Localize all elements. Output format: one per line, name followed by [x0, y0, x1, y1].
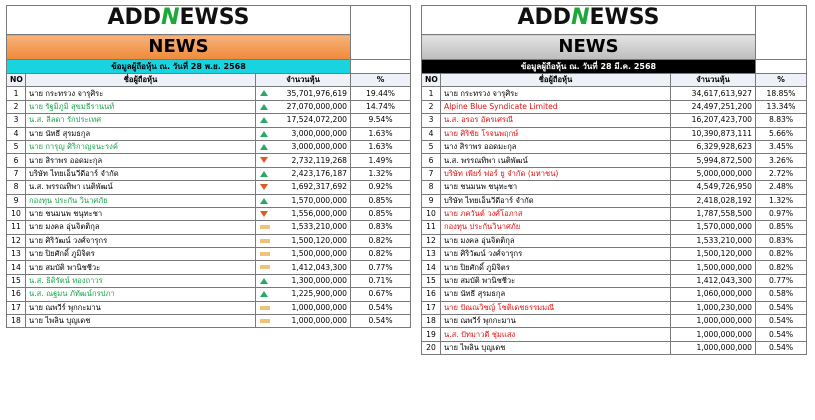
table-row — [422, 341, 807, 354]
shareholder-name: นาง สิราพร ออดมะกุล — [441, 140, 671, 153]
trend-down-icon — [260, 211, 268, 217]
shareholder-name: น.ส. ณฐมน ภัทัฒน์กรปภา — [26, 288, 256, 301]
share-count — [256, 274, 351, 287]
share-count — [256, 181, 351, 194]
share-percent: 2.72% — [756, 167, 807, 180]
table-row — [7, 301, 411, 314]
share-count: 1,000,000,000 — [671, 341, 756, 354]
share-count-value: 1,000,000,000 — [291, 316, 348, 326]
share-count: 6,329,928,623 — [671, 140, 756, 153]
row-number: 8 — [422, 181, 441, 194]
shareholder-name: นาย การุญ ศิริกาญจนะรงค์ — [26, 140, 256, 153]
trend-up-icon — [260, 198, 268, 204]
share-count — [256, 154, 351, 167]
table-row — [7, 248, 411, 261]
row-number: 16 — [7, 288, 26, 301]
share-count — [256, 114, 351, 127]
row-number: 20 — [422, 341, 441, 354]
row-number: 3 — [7, 114, 26, 127]
table-row — [7, 194, 411, 207]
table-row — [422, 234, 807, 247]
share-percent: 0.77% — [351, 261, 411, 274]
shareholder-name: น.ส. พรรณทิพา เนติพัฒน์ — [26, 181, 256, 194]
shareholder-name: บริษัท ไทยเอ็นวีดีอาร์ จำกัด — [26, 167, 256, 180]
trend-unchanged-icon — [260, 306, 270, 310]
share-count: 2,418,028,192 — [671, 194, 756, 207]
left-shareholder-panel — [6, 5, 410, 328]
right-date-caption: ข้อมูลผู้ถือหุ้น ณ. วันที่ 28 มี.ค. 2568 — [422, 60, 756, 74]
right-news-title: NEWS — [422, 35, 756, 60]
row-number: 3 — [422, 114, 441, 127]
right-logo-cell — [422, 6, 756, 35]
shareholder-name: น.ส. พรรณทิพา เนติพัฒน์ — [441, 154, 671, 167]
trend-up-icon — [260, 291, 268, 297]
table-row — [7, 140, 411, 153]
share-percent: 1.32% — [756, 194, 807, 207]
table-row — [7, 167, 411, 180]
shareholder-name: นาย ศิริวัฒน์ วงศ์จารุกร — [26, 234, 256, 247]
row-number: 18 — [422, 315, 441, 328]
trend-up-icon — [260, 90, 268, 96]
share-count — [256, 261, 351, 274]
share-count — [256, 87, 351, 100]
share-percent: 0.58% — [756, 288, 807, 301]
row-number: 10 — [7, 207, 26, 220]
table-row — [7, 181, 411, 194]
col-header-shares: จำนวนหุ้น — [256, 74, 351, 87]
share-percent: 0.54% — [351, 315, 411, 328]
shareholder-name: นาย ชนมนพ ชนุทะชา — [26, 207, 256, 220]
shareholder-name: บริษัท ไทยเอ็นวีดีอาร์ จำกัด — [441, 194, 671, 207]
share-count: 5,000,000,000 — [671, 167, 756, 180]
shareholder-name: นาย มงคล อุ่นจิตติกุล — [26, 221, 256, 234]
share-count-value: 1,692,317,692 — [291, 182, 348, 192]
shareholder-name: นาย ปิยศักดิ์ ภูมิจิตร — [26, 248, 256, 261]
shareholder-name: นาย ภควันต์ วงศ์โอภาส — [441, 207, 671, 220]
shareholder-name: น.ส. ลีลดา รักประเทศ — [26, 114, 256, 127]
share-count: 5,994,872,500 — [671, 154, 756, 167]
table-row — [422, 221, 807, 234]
trend-down-icon — [260, 157, 268, 163]
shareholder-name: นาย สมบัติ พานิชชีวะ — [441, 274, 671, 287]
share-count: 1,500,120,000 — [671, 248, 756, 261]
share-percent: 19.44% — [351, 87, 411, 100]
share-count: 1,000,000,000 — [671, 328, 756, 341]
share-percent: 0.85% — [351, 194, 411, 207]
share-percent: 0.77% — [756, 274, 807, 287]
row-number: 1 — [7, 87, 26, 100]
share-count — [256, 234, 351, 247]
left-shareholder-table — [6, 5, 411, 328]
share-count-value: 2,423,176,187 — [291, 168, 348, 178]
row-number: 9 — [7, 194, 26, 207]
share-count-value: 35,701,976,619 — [286, 88, 348, 98]
share-count-value: 1,570,000,000 — [291, 195, 348, 205]
share-count — [256, 100, 351, 113]
col-header-pct: % — [756, 74, 807, 87]
table-row — [7, 87, 411, 100]
table-row — [7, 127, 411, 140]
share-percent: 2.48% — [756, 181, 807, 194]
table-row — [422, 288, 807, 301]
shareholder-name: นาย สมบัติ พานิชชีวะ — [26, 261, 256, 274]
share-percent: 0.82% — [756, 248, 807, 261]
row-number: 13 — [7, 248, 26, 261]
share-count: 1,060,000,000 — [671, 288, 756, 301]
row-number: 10 — [422, 207, 441, 220]
share-percent: 5.66% — [756, 127, 807, 140]
row-number: 6 — [422, 154, 441, 167]
table-row — [422, 154, 807, 167]
share-percent: 0.82% — [351, 248, 411, 261]
share-percent: 1.32% — [351, 167, 411, 180]
share-count: 4,549,726,950 — [671, 181, 756, 194]
share-count: 1,787,558,500 — [671, 207, 756, 220]
trend-up-icon — [260, 104, 268, 110]
share-count-value: 1,300,000,000 — [291, 276, 348, 286]
share-count-value: 3,000,000,000 — [291, 142, 348, 152]
shareholder-name: นาย ปัณณวิชญ์ โชติเดชธรรมมณี — [441, 301, 671, 314]
share-count — [256, 315, 351, 328]
share-count-value: 27,070,000,000 — [286, 101, 348, 111]
share-percent: 0.83% — [351, 221, 411, 234]
left-news-title: NEWS — [7, 35, 351, 60]
share-percent: 0.54% — [351, 301, 411, 314]
table-row — [7, 234, 411, 247]
trend-down-icon — [260, 184, 268, 190]
share-count — [256, 248, 351, 261]
share-percent: 14.74% — [351, 100, 411, 113]
table-row — [422, 315, 807, 328]
row-number: 12 — [7, 234, 26, 247]
trend-unchanged-icon — [260, 265, 270, 269]
row-number: 11 — [7, 221, 26, 234]
shareholder-name: นาย รัฐมิภูมิ สุขมธีรานนท์ — [26, 100, 256, 113]
share-count — [256, 221, 351, 234]
share-count: 34,617,613,927 — [671, 87, 756, 100]
share-count — [256, 194, 351, 207]
table-row — [7, 207, 411, 220]
table-row — [422, 114, 807, 127]
share-percent: 1.63% — [351, 140, 411, 153]
col-header-no: NO — [7, 74, 26, 87]
shareholder-name: นาย นัทธี สุรมธกุล — [26, 127, 256, 140]
trend-up-icon — [260, 144, 268, 150]
right-shareholder-table — [421, 5, 807, 355]
share-count: 10,390,873,111 — [671, 127, 756, 140]
shareholder-name: น.ส. ปัทมาวดี ชุ่มแสง — [441, 328, 671, 341]
table-row — [422, 140, 807, 153]
trend-unchanged-icon — [260, 225, 270, 229]
share-percent: 0.54% — [756, 301, 807, 314]
share-percent: 0.54% — [756, 341, 807, 354]
share-percent: 8.83% — [756, 114, 807, 127]
table-row — [422, 207, 807, 220]
share-count-value: 17,524,072,200 — [286, 115, 348, 125]
shareholder-name: นาย ไพลิน บุญเดช — [26, 315, 256, 328]
table-row — [422, 194, 807, 207]
shareholder-name: นาย สิราพร ออดมะกุล — [26, 154, 256, 167]
share-count-value: 1,500,120,000 — [291, 235, 348, 245]
share-count — [256, 127, 351, 140]
left-logo-cell — [7, 6, 351, 35]
row-number: 11 — [422, 221, 441, 234]
table-row — [7, 274, 411, 287]
row-number: 17 — [422, 301, 441, 314]
shareholder-name: น.ส. ธิดิรัตน์ ทองถาวร — [26, 274, 256, 287]
row-number: 14 — [422, 261, 441, 274]
share-count: 1,533,210,000 — [671, 234, 756, 247]
row-number: 7 — [422, 167, 441, 180]
table-row — [422, 100, 807, 113]
table-row — [422, 274, 807, 287]
table-row — [7, 114, 411, 127]
row-number: 14 — [7, 261, 26, 274]
shareholder-name: นาย ไพลิน บุญเดช — [441, 341, 671, 354]
shareholder-name: กองทุน ประกัน วินาศภัย — [26, 194, 256, 207]
row-number: 9 — [422, 194, 441, 207]
table-row — [422, 181, 807, 194]
left-blank-cell — [351, 6, 411, 60]
trend-up-icon — [260, 117, 268, 123]
shareholder-name: บริษัท เพียร์ ฟอร์ ยู จำกัด (มหาชน) — [441, 167, 671, 180]
table-row — [7, 100, 411, 113]
trend-unchanged-icon — [260, 319, 270, 323]
addnews-logo: ADDNEWSS — [517, 5, 660, 30]
row-number: 13 — [422, 248, 441, 261]
shareholder-name: นาย ชนมนพ ชนุทะชา — [441, 181, 671, 194]
row-number: 18 — [7, 315, 26, 328]
row-number: 1 — [422, 87, 441, 100]
left-date-caption: ข้อมูลผู้ถือหุ้น ณ. วันที่ 28 พ.ย. 2568 — [7, 60, 351, 74]
col-header-no: NO — [422, 74, 441, 87]
share-count-value: 1,225,900,000 — [291, 289, 348, 299]
share-count — [256, 140, 351, 153]
share-count — [256, 207, 351, 220]
table-row — [422, 248, 807, 261]
trend-up-icon — [260, 171, 268, 177]
shareholder-name: นาย นัทธี สุรมธกุล — [441, 288, 671, 301]
share-percent: 0.82% — [756, 261, 807, 274]
shareholder-name: กองทุน ประกันวินาศภัย — [441, 221, 671, 234]
col-header-shares: จำนวนหุ้น — [671, 74, 756, 87]
share-count: 1,500,000,000 — [671, 261, 756, 274]
row-number: 17 — [7, 301, 26, 314]
right-blank-cell — [756, 60, 807, 74]
table-row — [7, 288, 411, 301]
share-percent: 18.85% — [756, 87, 807, 100]
shareholder-name: นาย ศิริวัฒน์ วงศ์จารุกร — [441, 248, 671, 261]
share-percent: 0.85% — [756, 221, 807, 234]
row-number: 8 — [7, 181, 26, 194]
left-blank-cell — [351, 60, 411, 74]
table-row — [422, 301, 807, 314]
share-count: 16,207,423,700 — [671, 114, 756, 127]
row-number: 4 — [7, 127, 26, 140]
share-count: 1,000,230,000 — [671, 301, 756, 314]
share-percent: 0.97% — [756, 207, 807, 220]
trend-unchanged-icon — [260, 239, 270, 243]
shareholder-name: Alpine Blue Syndicate Limited — [441, 100, 671, 113]
row-number: 2 — [422, 100, 441, 113]
share-percent: 0.92% — [351, 181, 411, 194]
share-count-value: 1,556,000,000 — [291, 209, 348, 219]
share-percent: 0.85% — [351, 207, 411, 220]
share-count: 1,570,000,000 — [671, 221, 756, 234]
row-number: 15 — [422, 274, 441, 287]
share-percent: 3.26% — [756, 154, 807, 167]
row-number: 4 — [422, 127, 441, 140]
table-row — [7, 315, 411, 328]
shareholder-name: นาย กระทรวง จารุศิระ — [26, 87, 256, 100]
table-row — [7, 154, 411, 167]
row-number: 2 — [7, 100, 26, 113]
share-percent: 1.63% — [351, 127, 411, 140]
share-percent: 0.82% — [351, 234, 411, 247]
table-row — [7, 261, 411, 274]
share-count: 24,497,251,200 — [671, 100, 756, 113]
trend-unchanged-icon — [260, 252, 270, 256]
col-header-pct: % — [351, 74, 411, 87]
share-count-value: 2,732,119,268 — [291, 155, 348, 165]
share-count — [256, 301, 351, 314]
share-count — [256, 167, 351, 180]
row-number: 5 — [422, 140, 441, 153]
col-header-name: ชื่อผู้ถือหุ้น — [441, 74, 671, 87]
share-percent: 3.45% — [756, 140, 807, 153]
share-percent: 1.49% — [351, 154, 411, 167]
table-row — [7, 221, 411, 234]
share-percent: 0.71% — [351, 274, 411, 287]
shareholder-name: นาย ปิยศักดิ์ ภูมิจิตร — [441, 261, 671, 274]
trend-up-icon — [260, 278, 268, 284]
col-header-name: ชื่อผู้ถือหุ้น — [26, 74, 256, 87]
row-number: 19 — [422, 328, 441, 341]
addnews-logo: ADDNEWSS — [107, 5, 250, 30]
table-row — [422, 127, 807, 140]
trend-up-icon — [260, 131, 268, 137]
share-count: 1,000,000,000 — [671, 315, 756, 328]
share-percent: 0.54% — [756, 328, 807, 341]
share-percent: 0.67% — [351, 288, 411, 301]
share-count: 1,412,043,300 — [671, 274, 756, 287]
table-row — [422, 87, 807, 100]
share-count-value: 1,500,000,000 — [291, 249, 348, 259]
share-count-value: 1,533,210,000 — [291, 222, 348, 232]
row-number: 16 — [422, 288, 441, 301]
table-row — [422, 261, 807, 274]
shareholder-name: นาย ณพวีร์ พุกกะมาน — [26, 301, 256, 314]
table-row — [422, 328, 807, 341]
share-count-value: 1,000,000,000 — [291, 302, 348, 312]
share-percent: 13.34% — [756, 100, 807, 113]
shareholder-name: นาย ศิริชัย โรจนพฤกษ์ — [441, 127, 671, 140]
row-number: 15 — [7, 274, 26, 287]
share-count-value: 3,000,000,000 — [291, 128, 348, 138]
share-percent: 0.54% — [756, 315, 807, 328]
row-number: 5 — [7, 140, 26, 153]
share-count — [256, 288, 351, 301]
share-percent: 0.83% — [756, 234, 807, 247]
row-number: 12 — [422, 234, 441, 247]
row-number: 6 — [7, 154, 26, 167]
right-blank-cell — [756, 6, 807, 60]
shareholder-name: นาย มงคล อุ่นจิตติกุล — [441, 234, 671, 247]
shareholder-name: นาย กระทรวง จารุศิระ — [441, 87, 671, 100]
row-number: 7 — [7, 167, 26, 180]
table-row — [422, 167, 807, 180]
shareholder-name: น.ส. อรอร อัครเศรณี — [441, 114, 671, 127]
share-count-value: 1,412,043,300 — [291, 262, 348, 272]
right-shareholder-panel — [421, 5, 806, 355]
shareholder-name: นาย ณพวีร์ พุกกะมาน — [441, 315, 671, 328]
share-percent: 9.54% — [351, 114, 411, 127]
